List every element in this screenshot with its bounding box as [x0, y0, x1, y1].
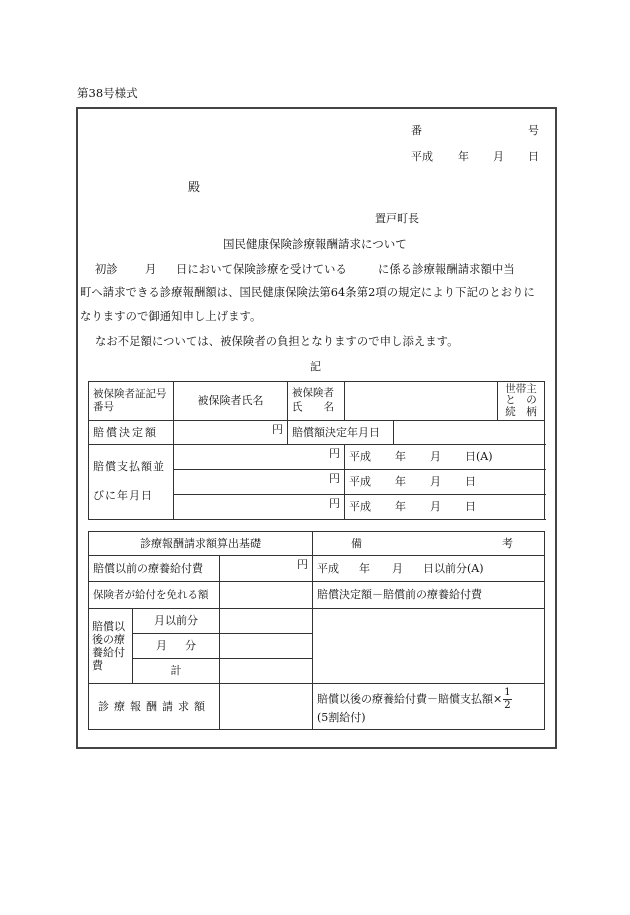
after-sub-total: 計	[133, 659, 220, 684]
claim-calculation-table	[88, 531, 545, 730]
decision-date-label: 賠償額決定年月日	[288, 421, 394, 445]
paid-amount-3[interactable]: 円	[174, 495, 345, 520]
one-half-fraction: $\frac{1}{2}$	[504, 687, 511, 712]
paid-amount-label: 賠償支払額並 びに年月日	[89, 445, 174, 520]
after-sub-month: 月 分	[133, 634, 220, 659]
document-title: 国民健康保険診療報酬請求について	[223, 237, 407, 251]
before-label: 賠償以前の療養給付費	[89, 556, 220, 582]
body-line3: なりますので御通知申し上げます。	[80, 310, 262, 323]
after-label: 賠償以後の療養給付費	[89, 609, 133, 684]
paid-amount-1[interactable]: 円	[174, 445, 345, 470]
exempt-remark: 賠償決定額－賠償前の療養給付費	[313, 582, 545, 609]
before-remark: 平成 年 月 日以前分(A)	[313, 556, 545, 582]
after-remark	[313, 609, 545, 684]
body-line1-end: に係る診療報酬請求額中当	[378, 263, 515, 276]
claim-remark: 賠償以後の療養給付費－賠償支払額× $\frac{1}{2}$ (5割給付)	[313, 684, 545, 730]
after-sub-before-value[interactable]	[220, 609, 313, 634]
body-line2: 町へ請求できる診療報酬額は、国民健康保険法第64条第2項の規定により下記のとおりに	[80, 286, 535, 299]
body-month: 月	[145, 263, 157, 276]
insured-info-table	[88, 381, 545, 520]
form-number: 第38号様式	[77, 86, 138, 100]
addressee: 殿	[188, 180, 201, 194]
remarks-header: 備 考	[313, 532, 545, 556]
exempt-value[interactable]	[220, 582, 313, 609]
paid-date-2[interactable]: 平成 年 月 日	[345, 470, 545, 495]
paid-date-3[interactable]: 平成 年 月 日	[345, 495, 545, 520]
date-heisei: 平成	[411, 150, 433, 163]
claim-label: 診療報酬請求額	[89, 684, 220, 730]
body-line1-mid: 日において保険診療を受けている	[176, 263, 347, 276]
basis-header: 診療報酬請求額算出基礎	[89, 532, 313, 556]
relation-label: 世帯主 と の 続 柄	[498, 382, 545, 421]
exempt-label: 保険者が給付を免れる額	[89, 582, 220, 609]
insured-name-label: 被保険者氏名	[174, 382, 288, 421]
decided-amount-value[interactable]: 円	[174, 421, 288, 445]
paid-date-1[interactable]: 平成 年 月 日(A)	[345, 445, 545, 470]
after-sub-before: 月以前分	[133, 609, 220, 634]
cert-no-label: 被保険者証記号番号	[89, 382, 174, 421]
after-sub-month-value[interactable]	[220, 634, 313, 659]
ban-label: 番	[411, 124, 422, 137]
insured-name-field-label: 被保険者 氏 名	[288, 382, 345, 421]
decision-date-value[interactable]	[394, 421, 545, 445]
body-line4: なお不足額については、被保険者の負担となりますので申し添えます。	[95, 335, 459, 348]
paid-amount-2[interactable]: 円	[174, 470, 345, 495]
after-sub-total-value[interactable]	[220, 659, 313, 684]
claim-value[interactable]	[220, 684, 313, 730]
decided-amount-label: 賠償決定額	[89, 421, 174, 445]
date-nen: 年	[458, 150, 469, 163]
date-hi: 日	[528, 150, 539, 163]
sender: 置戸町長	[375, 212, 419, 225]
date-tsuki: 月	[493, 150, 504, 163]
ki-label: 記	[310, 360, 321, 373]
go-label: 号	[528, 124, 539, 137]
before-value[interactable]: 円	[220, 556, 313, 582]
body-initial: 初診	[95, 263, 118, 276]
insured-name-value[interactable]	[345, 382, 498, 421]
